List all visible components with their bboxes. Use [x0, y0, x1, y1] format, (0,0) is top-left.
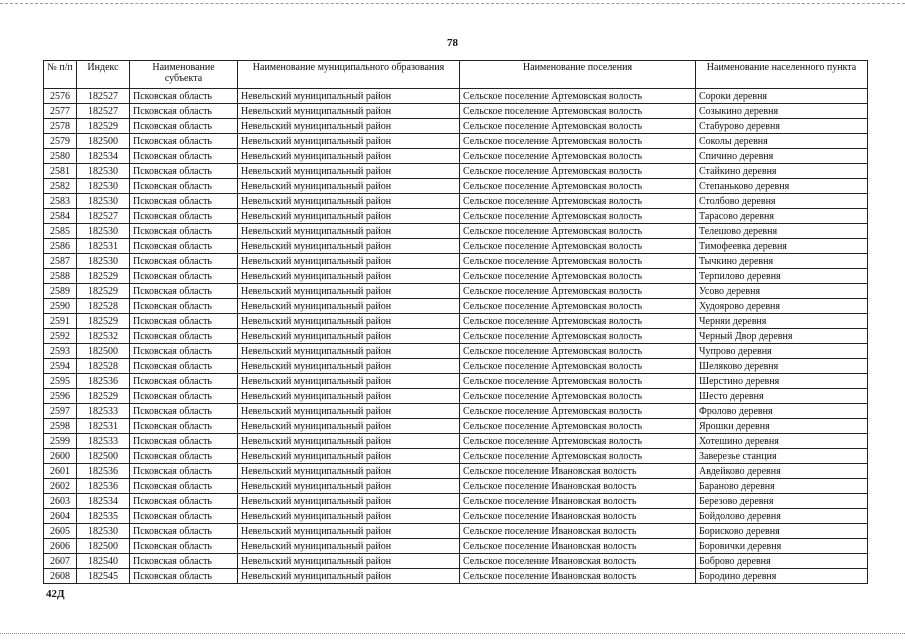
cell-subject: Псковская область — [130, 344, 238, 359]
cell-locality: Стайкино деревня — [696, 164, 868, 179]
cell-subject: Псковская область — [130, 524, 238, 539]
cell-settlement: Сельское поселение Артемовская волость — [460, 449, 696, 464]
cell-subject: Псковская область — [130, 374, 238, 389]
table-row — [44, 374, 868, 389]
cell-subject: Псковская область — [130, 119, 238, 134]
cell-subject: Псковская область — [130, 269, 238, 284]
cell-locality: Телешово деревня — [696, 224, 868, 239]
cell-municipality: Невельский муниципальный район — [238, 524, 460, 539]
cell-settlement: Сельское поселение Артемовская волость — [460, 419, 696, 434]
cell-municipality: Невельский муниципальный район — [238, 449, 460, 464]
cell-locality: Заверезье станция — [696, 449, 868, 464]
cell-municipality: Невельский муниципальный район — [238, 89, 460, 104]
cell-locality: Шерстино деревня — [696, 374, 868, 389]
cell-settlement: Сельское поселение Артемовская волость — [460, 239, 696, 254]
cell-index: 182527 — [77, 89, 130, 104]
cell-locality: Терпилово деревня — [696, 269, 868, 284]
cell-number: 2589 — [44, 284, 77, 299]
cell-subject: Псковская область — [130, 359, 238, 374]
cell-municipality: Невельский муниципальный район — [238, 344, 460, 359]
header-index: Индекс — [77, 61, 130, 89]
cell-subject: Псковская область — [130, 494, 238, 509]
cell-municipality: Невельский муниципальный район — [238, 374, 460, 389]
table-row — [44, 449, 868, 464]
cell-locality: Спичино деревня — [696, 149, 868, 164]
cell-number: 2580 — [44, 149, 77, 164]
cell-locality: Авдейково деревня — [696, 464, 868, 479]
cell-subject: Псковская область — [130, 569, 238, 584]
cell-settlement: Сельское поселение Артемовская волость — [460, 284, 696, 299]
settlements-table — [43, 60, 868, 584]
header-settlement: Наименование поселения — [460, 61, 696, 89]
cell-settlement: Сельское поселение Ивановская волость — [460, 524, 696, 539]
cell-settlement: Сельское поселение Ивановская волость — [460, 494, 696, 509]
cell-settlement: Сельское поселение Артемовская волость — [460, 224, 696, 239]
cell-number: 2593 — [44, 344, 77, 359]
table-row — [44, 299, 868, 314]
cell-number: 2588 — [44, 269, 77, 284]
cell-number: 2592 — [44, 329, 77, 344]
cell-municipality: Невельский муниципальный район — [238, 539, 460, 554]
cell-subject: Псковская область — [130, 239, 238, 254]
cell-index: 182531 — [77, 239, 130, 254]
cell-settlement: Сельское поселение Артемовская волость — [460, 404, 696, 419]
cell-index: 182500 — [77, 539, 130, 554]
table-row — [44, 254, 868, 269]
table-row — [44, 419, 868, 434]
cell-locality: Тимофеевка деревня — [696, 239, 868, 254]
cell-subject: Псковская область — [130, 449, 238, 464]
cell-municipality: Невельский муниципальный район — [238, 479, 460, 494]
cell-index: 182530 — [77, 254, 130, 269]
cell-settlement: Сельское поселение Артемовская волость — [460, 434, 696, 449]
cell-subject: Псковская область — [130, 194, 238, 209]
cell-subject: Псковская область — [130, 299, 238, 314]
cell-municipality: Невельский муниципальный район — [238, 209, 460, 224]
cell-index: 182530 — [77, 179, 130, 194]
cell-settlement: Сельское поселение Ивановская волость — [460, 569, 696, 584]
cell-locality: Чупрово деревня — [696, 344, 868, 359]
cell-municipality: Невельский муниципальный район — [238, 464, 460, 479]
table-row — [44, 434, 868, 449]
cell-locality: Фролово деревня — [696, 404, 868, 419]
table-row — [44, 164, 868, 179]
cell-settlement: Сельское поселение Артемовская волость — [460, 119, 696, 134]
cell-municipality: Невельский муниципальный район — [238, 494, 460, 509]
cell-municipality: Невельский муниципальный район — [238, 179, 460, 194]
cell-municipality: Невельский муниципальный район — [238, 404, 460, 419]
cell-number: 2582 — [44, 179, 77, 194]
cell-subject: Псковская область — [130, 149, 238, 164]
table-row — [44, 344, 868, 359]
cell-settlement: Сельское поселение Артемовская волость — [460, 254, 696, 269]
table-row — [44, 554, 868, 569]
cell-number: 2586 — [44, 239, 77, 254]
cell-index: 182536 — [77, 374, 130, 389]
cell-number: 2605 — [44, 524, 77, 539]
cell-settlement: Сельское поселение Артемовская волость — [460, 104, 696, 119]
table-row — [44, 404, 868, 419]
cell-locality: Боровички деревня — [696, 539, 868, 554]
cell-locality: Худоярово деревня — [696, 299, 868, 314]
cell-locality: Тарасово деревня — [696, 209, 868, 224]
cell-municipality: Невельский муниципальный район — [238, 569, 460, 584]
cell-locality: Тычкино деревня — [696, 254, 868, 269]
cell-settlement: Сельское поселение Артемовская волость — [460, 149, 696, 164]
cell-index: 182500 — [77, 344, 130, 359]
cell-subject: Псковская область — [130, 539, 238, 554]
cell-settlement: Сельское поселение Артемовская волость — [460, 374, 696, 389]
cell-subject: Псковская область — [130, 89, 238, 104]
cell-index: 182530 — [77, 164, 130, 179]
cell-number: 2583 — [44, 194, 77, 209]
cell-number: 2602 — [44, 479, 77, 494]
table-row — [44, 269, 868, 284]
cell-index: 182529 — [77, 284, 130, 299]
cell-locality: Черняи деревня — [696, 314, 868, 329]
table-row — [44, 194, 868, 209]
cell-municipality: Невельский муниципальный район — [238, 434, 460, 449]
cell-number: 2578 — [44, 119, 77, 134]
cell-settlement: Сельское поселение Артемовская волость — [460, 209, 696, 224]
cell-municipality: Невельский муниципальный район — [238, 554, 460, 569]
cell-number: 2607 — [44, 554, 77, 569]
cell-index: 182527 — [77, 104, 130, 119]
cell-settlement: Сельское поселение Артемовская волость — [460, 134, 696, 149]
header-locality: Наименование населенного пункта — [696, 61, 868, 89]
cell-number: 2576 — [44, 89, 77, 104]
cell-number: 2587 — [44, 254, 77, 269]
cell-locality: Соколы деревня — [696, 134, 868, 149]
cell-settlement: Сельское поселение Артемовская волость — [460, 179, 696, 194]
cell-locality: Черный Двор деревня — [696, 329, 868, 344]
header-municipality: Наименование муниципального образования — [238, 61, 460, 89]
table-row — [44, 284, 868, 299]
cell-settlement: Сельское поселение Ивановская волость — [460, 539, 696, 554]
cell-index: 182536 — [77, 479, 130, 494]
cell-locality: Степаньково деревня — [696, 179, 868, 194]
cell-subject: Псковская область — [130, 134, 238, 149]
table-row — [44, 89, 868, 104]
table-row — [44, 569, 868, 584]
cell-number: 2591 — [44, 314, 77, 329]
scan-edge-top — [0, 3, 905, 4]
cell-subject: Псковская область — [130, 224, 238, 239]
cell-subject: Псковская область — [130, 419, 238, 434]
table-row — [44, 119, 868, 134]
cell-number: 2598 — [44, 419, 77, 434]
cell-number: 2577 — [44, 104, 77, 119]
cell-index: 182530 — [77, 224, 130, 239]
table-row — [44, 209, 868, 224]
cell-municipality: Невельский муниципальный район — [238, 359, 460, 374]
cell-subject: Псковская область — [130, 164, 238, 179]
cell-subject: Псковская область — [130, 284, 238, 299]
cell-number: 2594 — [44, 359, 77, 374]
cell-index: 182540 — [77, 554, 130, 569]
cell-number: 2604 — [44, 509, 77, 524]
cell-index: 182529 — [77, 269, 130, 284]
cell-number: 2584 — [44, 209, 77, 224]
cell-index: 182534 — [77, 494, 130, 509]
cell-locality: Боброво деревня — [696, 554, 868, 569]
cell-municipality: Невельский муниципальный район — [238, 314, 460, 329]
cell-locality: Бойдолово деревня — [696, 509, 868, 524]
cell-settlement: Сельское поселение Артемовская волость — [460, 359, 696, 374]
header-number: № п/п — [44, 61, 77, 89]
cell-number: 2590 — [44, 299, 77, 314]
cell-locality: Шеляково деревня — [696, 359, 868, 374]
cell-settlement: Сельское поселение Артемовская волость — [460, 344, 696, 359]
cell-settlement: Сельское поселение Ивановская волость — [460, 464, 696, 479]
cell-subject: Псковская область — [130, 554, 238, 569]
cell-locality: Стабурово деревня — [696, 119, 868, 134]
cell-settlement: Сельское поселение Артемовская волость — [460, 194, 696, 209]
cell-index: 182528 — [77, 359, 130, 374]
cell-municipality: Невельский муниципальный район — [238, 389, 460, 404]
table-row — [44, 479, 868, 494]
cell-locality: Бараново деревня — [696, 479, 868, 494]
cell-number: 2608 — [44, 569, 77, 584]
table-body — [44, 89, 868, 584]
cell-settlement: Сельское поселение Артемовская волость — [460, 269, 696, 284]
cell-number: 2596 — [44, 389, 77, 404]
cell-index: 182528 — [77, 299, 130, 314]
cell-index: 182545 — [77, 569, 130, 584]
cell-index: 182533 — [77, 404, 130, 419]
page-number: 78 — [447, 37, 458, 49]
cell-settlement: Сельское поселение Артемовская волость — [460, 89, 696, 104]
cell-subject: Псковская область — [130, 104, 238, 119]
table-row — [44, 329, 868, 344]
cell-municipality: Невельский муниципальный район — [238, 254, 460, 269]
cell-municipality: Невельский муниципальный район — [238, 239, 460, 254]
table-row — [44, 359, 868, 374]
footer-mark: 42Д — [46, 588, 65, 600]
cell-subject: Псковская область — [130, 464, 238, 479]
cell-index: 182536 — [77, 464, 130, 479]
cell-index: 182535 — [77, 509, 130, 524]
cell-number: 2603 — [44, 494, 77, 509]
cell-locality: Сороки деревня — [696, 89, 868, 104]
cell-index: 182530 — [77, 194, 130, 209]
cell-settlement: Сельское поселение Артемовская волость — [460, 299, 696, 314]
cell-settlement: Сельское поселение Ивановская волость — [460, 509, 696, 524]
cell-settlement: Сельское поселение Артемовская волость — [460, 389, 696, 404]
cell-index: 182530 — [77, 524, 130, 539]
cell-subject: Псковская область — [130, 254, 238, 269]
cell-subject: Псковская область — [130, 179, 238, 194]
cell-subject: Псковская область — [130, 404, 238, 419]
cell-municipality: Невельский муниципальный район — [238, 119, 460, 134]
cell-number: 2599 — [44, 434, 77, 449]
cell-subject: Псковская область — [130, 434, 238, 449]
cell-locality: Шесто деревня — [696, 389, 868, 404]
table-row — [44, 104, 868, 119]
cell-index: 182532 — [77, 329, 130, 344]
cell-index: 182531 — [77, 419, 130, 434]
cell-subject: Псковская область — [130, 314, 238, 329]
cell-locality: Усово деревня — [696, 284, 868, 299]
cell-number: 2600 — [44, 449, 77, 464]
cell-number: 2585 — [44, 224, 77, 239]
cell-municipality: Невельский муниципальный район — [238, 134, 460, 149]
cell-settlement: Сельское поселение Артемовская волость — [460, 314, 696, 329]
cell-municipality: Невельский муниципальный район — [238, 149, 460, 164]
cell-settlement: Сельское поселение Артемовская волость — [460, 164, 696, 179]
cell-index: 182534 — [77, 149, 130, 164]
cell-subject: Псковская область — [130, 329, 238, 344]
cell-locality: Столбово деревня — [696, 194, 868, 209]
cell-locality: Созыкино деревня — [696, 104, 868, 119]
cell-index: 182529 — [77, 389, 130, 404]
cell-municipality: Невельский муниципальный район — [238, 284, 460, 299]
cell-locality: Ярошки деревня — [696, 419, 868, 434]
cell-locality: Березово деревня — [696, 494, 868, 509]
table-row — [44, 224, 868, 239]
table-row — [44, 524, 868, 539]
cell-municipality: Невельский муниципальный район — [238, 164, 460, 179]
cell-number: 2595 — [44, 374, 77, 389]
table-row — [44, 389, 868, 404]
cell-locality: Бородино деревня — [696, 569, 868, 584]
cell-index: 182529 — [77, 119, 130, 134]
cell-municipality: Невельский муниципальный район — [238, 269, 460, 284]
cell-index: 182527 — [77, 209, 130, 224]
cell-subject: Псковская область — [130, 209, 238, 224]
cell-subject: Псковская область — [130, 389, 238, 404]
table-row — [44, 239, 868, 254]
cell-municipality: Невельский муниципальный район — [238, 194, 460, 209]
cell-municipality: Невельский муниципальный район — [238, 329, 460, 344]
cell-settlement: Сельское поселение Ивановская волость — [460, 479, 696, 494]
cell-municipality: Невельский муниципальный район — [238, 224, 460, 239]
cell-settlement: Сельское поселение Ивановская волость — [460, 554, 696, 569]
table-row — [44, 464, 868, 479]
cell-number: 2597 — [44, 404, 77, 419]
table-row — [44, 134, 868, 149]
cell-municipality: Невельский муниципальный район — [238, 299, 460, 314]
cell-subject: Псковская область — [130, 509, 238, 524]
cell-municipality: Невельский муниципальный район — [238, 509, 460, 524]
cell-municipality: Невельский муниципальный район — [238, 104, 460, 119]
cell-index: 182500 — [77, 449, 130, 464]
table-row — [44, 179, 868, 194]
cell-number: 2579 — [44, 134, 77, 149]
table-row — [44, 149, 868, 164]
cell-index: 182529 — [77, 314, 130, 329]
cell-number: 2601 — [44, 464, 77, 479]
table-row — [44, 494, 868, 509]
cell-municipality: Невельский муниципальный район — [238, 419, 460, 434]
cell-settlement: Сельское поселение Артемовская волость — [460, 329, 696, 344]
cell-number: 2606 — [44, 539, 77, 554]
header-subject: Наименование субъекта — [130, 61, 238, 89]
cell-index: 182533 — [77, 434, 130, 449]
cell-locality: Борисково деревня — [696, 524, 868, 539]
table-header-row — [44, 61, 868, 89]
cell-subject: Псковская область — [130, 479, 238, 494]
table-row — [44, 539, 868, 554]
cell-index: 182500 — [77, 134, 130, 149]
cell-locality: Хотешино деревня — [696, 434, 868, 449]
table-row — [44, 314, 868, 329]
cell-number: 2581 — [44, 164, 77, 179]
table-row — [44, 509, 868, 524]
scan-edge-bottom — [0, 633, 905, 634]
